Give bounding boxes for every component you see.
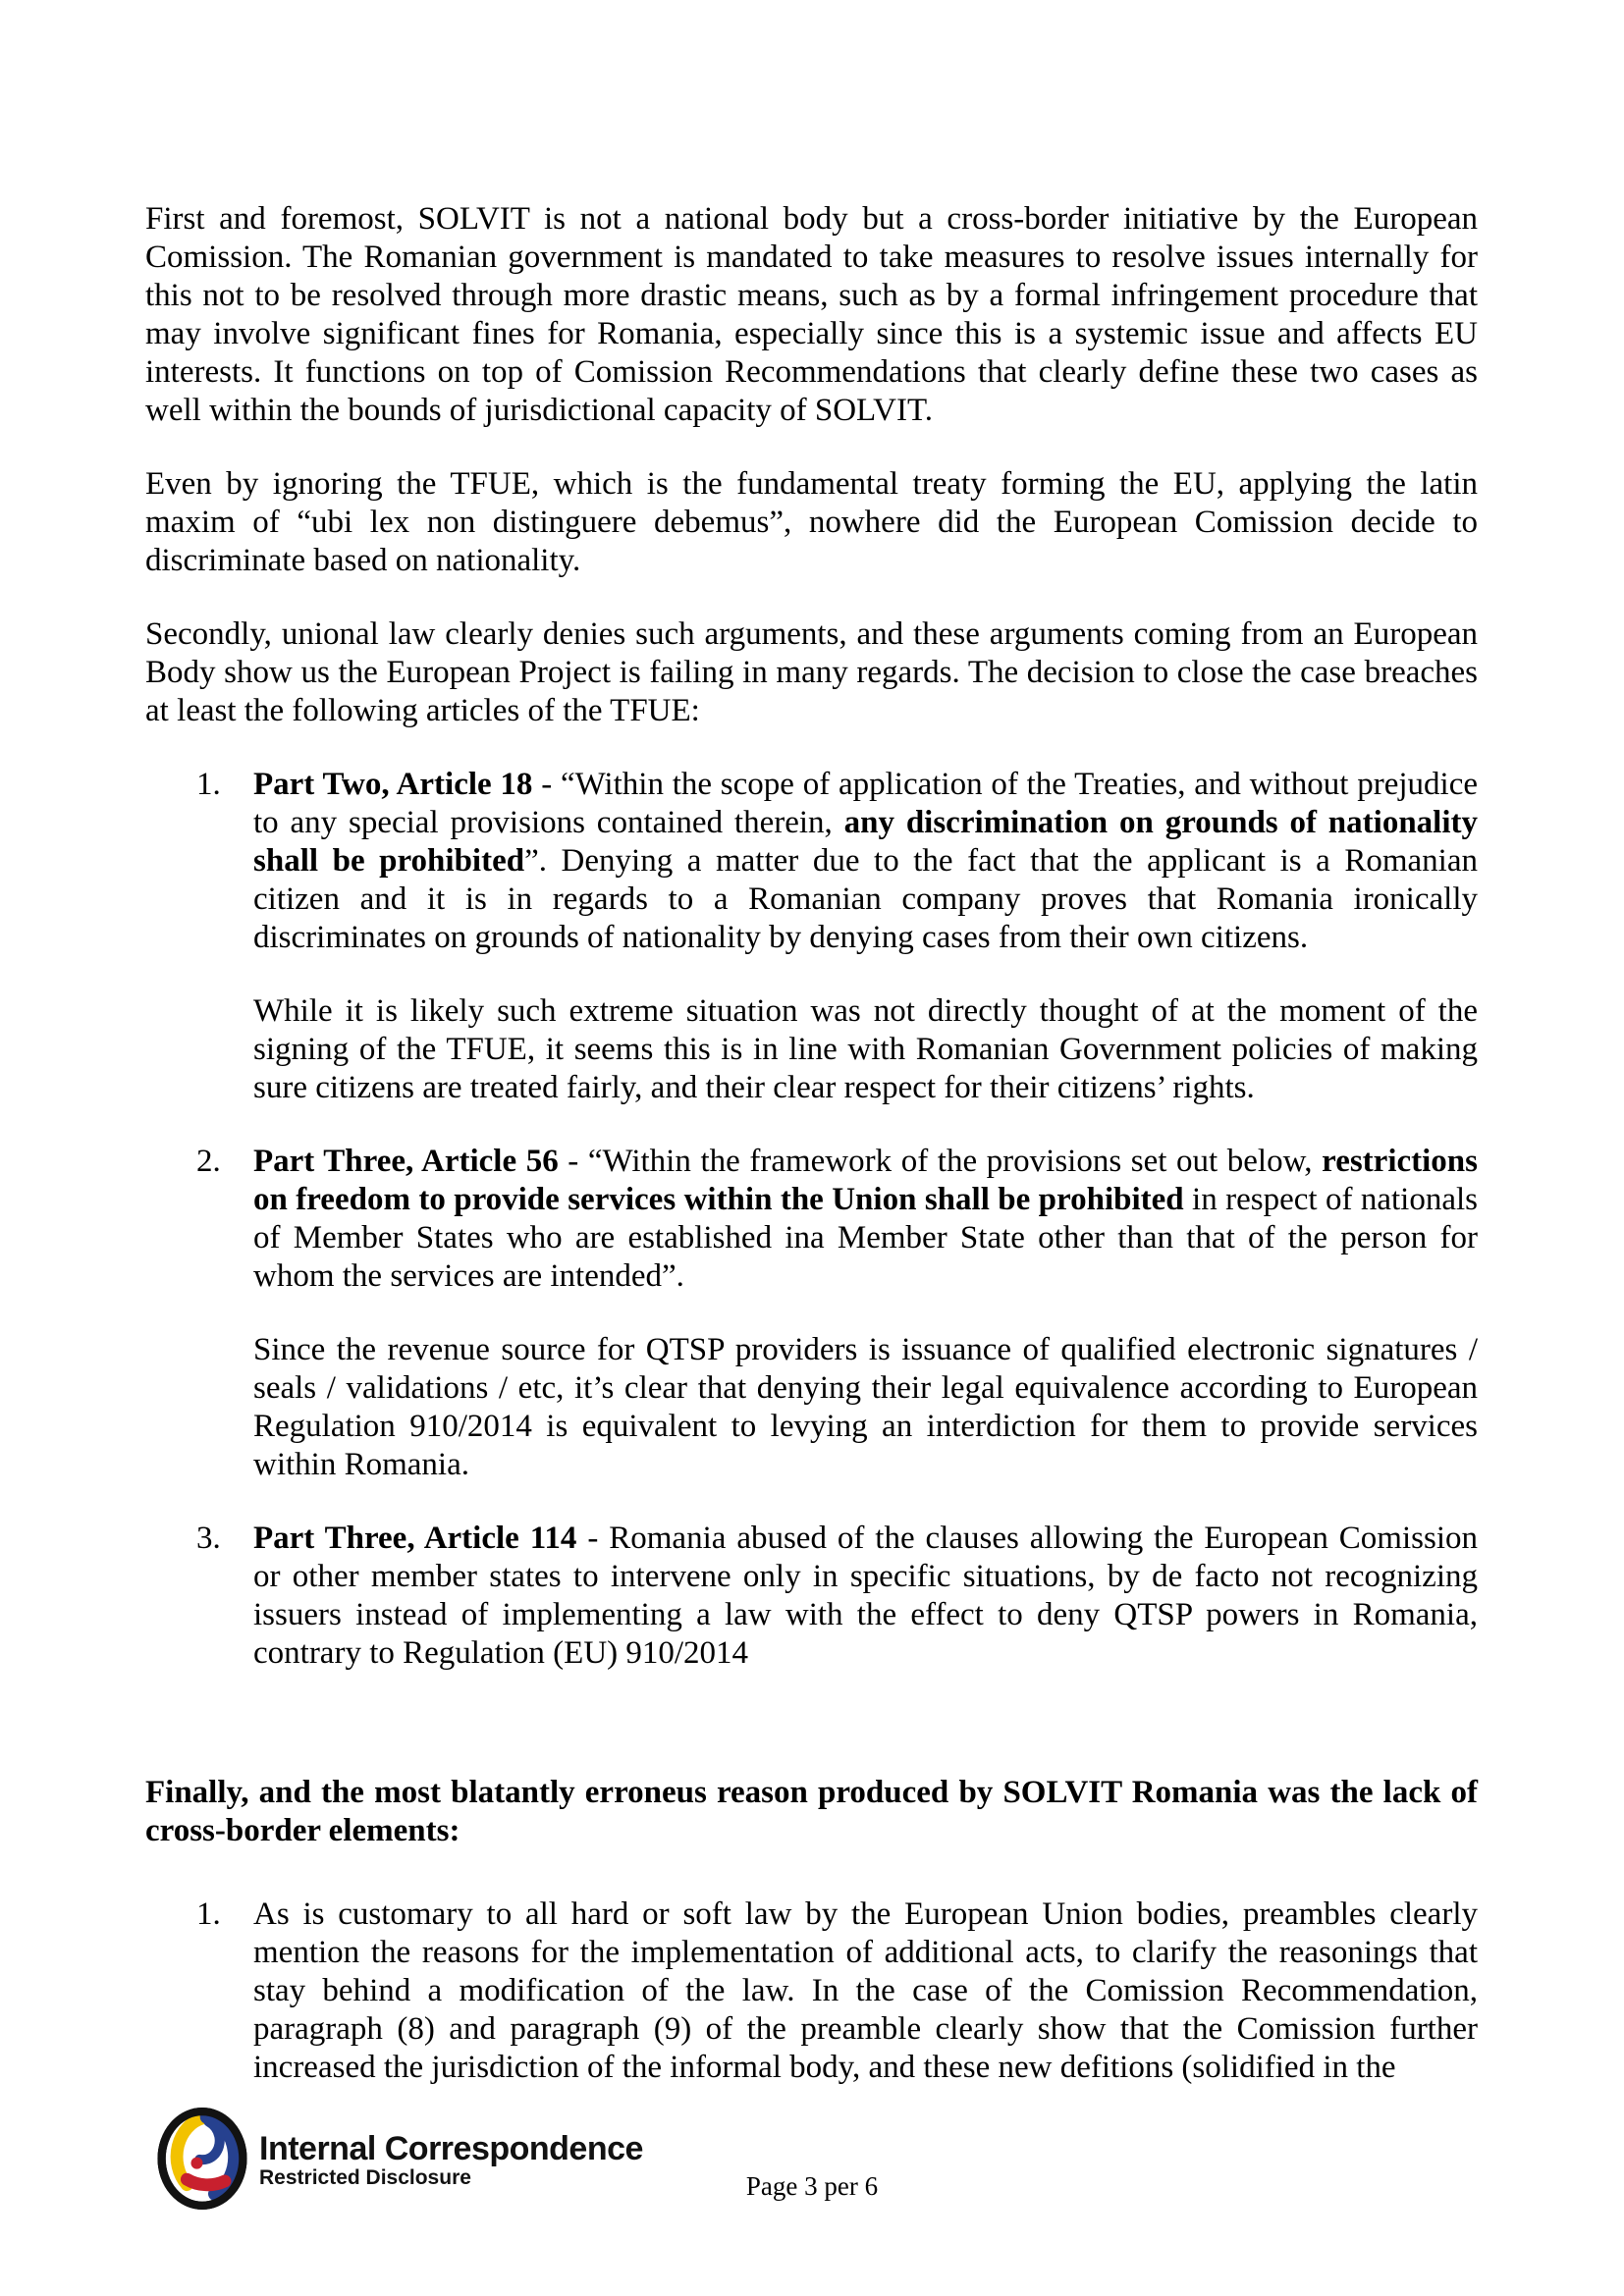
paragraph-solvit-intro: First and foremost, SOLVIT is not a national body but a cross-border initiative by the European Comission. The Romanian government is mandated to take measures to resolve issues internally for this not to be resolved through more drastic means, such as by a formal infringement procedure that may involve significant fines for Romania, especially since this is a systemic issue and affects EU interests. It functions on top of Comission Recommendations that clearly define these two cases as well within the bounds of jurisdictional capacity of SOLVIT. xyxy=(145,201,1478,428)
article-56-text: Part Three, Article 56 - “Within the framework of the provisions set out below, restrictions on freedom to provide services within the Union shall be prohibited in respect of nationals of Member States who are established ina Member State other than that of the person for whom the services are intended”. xyxy=(253,1144,1478,1294)
page-number: Page 3 per 6 xyxy=(745,2171,879,2201)
list-number: 3. xyxy=(196,1521,221,1556)
preambles-text: As is customary to all hard or soft law by the European Union bodies, preambles clearly mention the reasons for the implementation of additional acts, to clarify the reasonings that stay behind a modification of the law. In the case of the Comission Recommendation, paragraph (8) and paragraph (9) of the preamble clearly show that the Comission further increased the jurisdiction of the informal body, and these new defitions (solidified in the xyxy=(253,1896,1478,2085)
preambles-item xyxy=(145,1896,1478,2122)
article-114-body xyxy=(253,1520,1478,1708)
brand-title: Internal Correspondence xyxy=(259,2130,643,2167)
brand-subtitle: Restricted Disclosure xyxy=(259,2166,471,2189)
list-number: 1. xyxy=(196,767,221,802)
article-56-item xyxy=(145,1143,1478,1520)
article-56-commentary: Since the revenue source for QTSP providers is issuance of qualified electronic signatures / seals / validations / etc, it’s clear that denying their legal equivalence according to European Regulation 910/2014 is equivalent to levying an interdiction for them to provide services within Romania. xyxy=(253,1332,1478,1482)
document-body xyxy=(145,200,1478,2122)
list-number: 1. xyxy=(196,1896,221,1932)
cross-border-list xyxy=(145,1896,1478,2122)
finally-heading: Finally, and the most blatantly erroneus reason produced by SOLVIT Romania was the lack of cross-border elements: xyxy=(145,1775,1478,1848)
article-114-text: Part Three, Article 114 - Romania abused of the clauses allowing the European Comission or other member states to intervene only in specific situations, by de facto not recognizing issuers instead of implementing a law with the effect to deny QTSP powers in Romania, contrary to Regulation (EU) 910/2014 xyxy=(253,1521,1478,1671)
preambles-body xyxy=(253,1896,1478,2122)
article-18-text: Part Two, Article 18 - “Within the scope of application of the Treaties, and without prejudice to any special provisions contained therein, any discrimination on grounds of nationality shall be prohibited”. Denying a matter due to the fact that the applicant is a Romanian citizen and it is in regards to a Romanian company proves that Romania ironically discriminates on grounds of nationality by denying cases from their own citizens. xyxy=(253,767,1479,955)
paragraph-secondly-unional-law: Secondly, unional law clearly denies such arguments, and these arguments coming from an European Body show us the European Project is failing in many regards. The decision to close the case breaches at least the following articles of the TFUE: xyxy=(145,616,1478,728)
article-18-body xyxy=(253,766,1478,1143)
tfue-articles-list xyxy=(145,766,1478,1708)
article-56-body xyxy=(253,1143,1478,1520)
article-18-item xyxy=(145,766,1478,1143)
article-114-item xyxy=(145,1520,1478,1708)
article-18-commentary: While it is likely such extreme situation was not directly thought of at the moment of the signing of the TFUE, it seems this is in line with Romanian Government policies of making sure citizens are treated fairly, and their clear respect for their citizens’ rights. xyxy=(253,993,1478,1105)
paragraph-tfue-maxim: Even by ignoring the TFUE, which is the fundamental treaty forming the EU, applying the latin maxim of “ubi lex non distinguere debemus”, nowhere did the European Comission decide to discriminate based on nationality. xyxy=(145,466,1478,578)
list-number: 2. xyxy=(196,1144,221,1179)
